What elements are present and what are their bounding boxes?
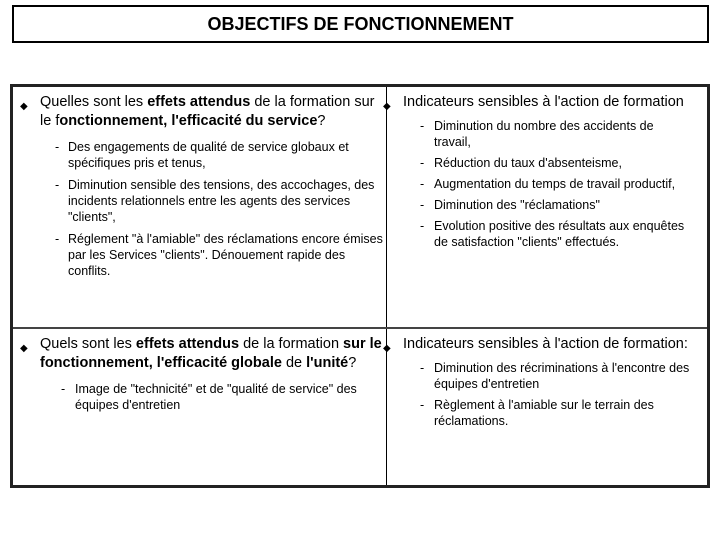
list-item: - Diminution du nombre des accidents de travail, <box>420 119 654 149</box>
diamond-bullet-icon: ◆ <box>20 101 28 112</box>
list-item: - Evolution positive des résultats aux enquêtes de satisfaction "clients" effectués. <box>420 219 685 249</box>
diamond-bullet-icon: ◆ <box>383 343 391 354</box>
effects-list <box>13 139 383 279</box>
row-divider <box>13 327 707 329</box>
effects-list <box>13 381 383 413</box>
cell-r2-left <box>13 335 383 419</box>
list-item: - Des engagements de qualité de service globaux et spécifiques pris et tenus, <box>55 140 349 170</box>
list-item: - Diminution des "réclamations" <box>420 198 600 212</box>
list-item: - Augmentation du temps de travail productif, <box>420 177 676 191</box>
question-heading: ◆ Quels sont les effets attendus de la formation sur le fonctionnement, l'efficacité globale de l'unité? <box>20 336 382 371</box>
cell-r1-left <box>13 93 383 285</box>
cell-r1-right <box>376 93 691 255</box>
cell-r2-right <box>376 335 691 434</box>
diamond-bullet-icon: ◆ <box>20 343 28 354</box>
indicators-list <box>376 360 691 429</box>
diamond-bullet-icon: ◆ <box>383 101 391 112</box>
list-item: - Réglement "à l'amiable" des réclamations encore émises par les Services "clients". Dénouement rapide des conflits. <box>55 232 383 278</box>
question-heading: ◆ Quelles sont les effets attendus de la formation sur le fonctionnement, l'efficacité du service? <box>20 94 375 129</box>
objectives-table <box>10 84 710 488</box>
list-item: - Règlement à l'amiable sur le terrain des réclamations. <box>420 398 654 428</box>
page-title: OBJECTIFS DE FONCTIONNEMENT <box>12 5 709 43</box>
list-item: - Diminution sensible des tensions, des accochages, des incidents relationnels entre les agents des services "clients", <box>55 178 375 224</box>
indicator-heading: ◆ Indicateurs sensibles à l'action de formation: <box>376 335 691 354</box>
indicators-list <box>376 118 691 250</box>
list-item: - Réduction du taux d'absenteisme, <box>420 156 622 170</box>
indicator-heading: ◆ Indicateurs sensibles à l'action de formation <box>376 93 691 112</box>
list-item: - Diminution des récriminations à l'encontre des équipes d'entretien <box>420 361 690 391</box>
list-item: - Image de "technicité" et de "qualité de service" des équipes d'entretien <box>61 382 357 412</box>
